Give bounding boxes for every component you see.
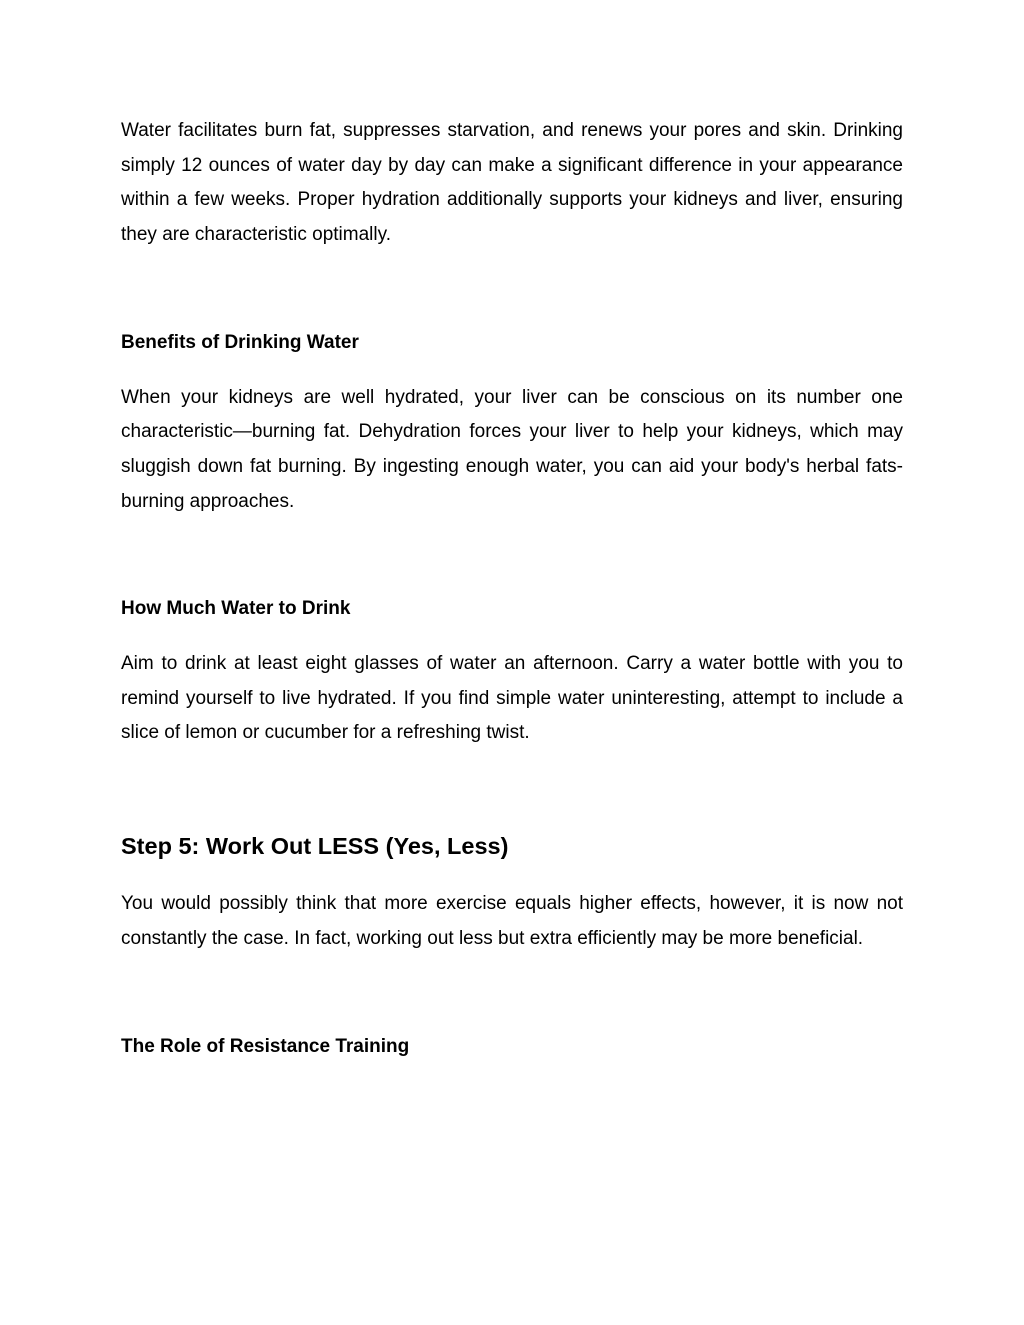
resistance-heading: The Role of Resistance Training (121, 1035, 410, 1057)
how-much-paragraph: Aim to drink at least eight glasses of water an afternoon. Carry a water bottle with you to remind yourself to live hydrated. If you find simple water uninteresting, attempt to include a slice of lemon or cucumber for a refreshing twist. (121, 653, 903, 744)
benefits-paragraph: When your kidneys are well hydrated, your liver can be conscious on its number one characteristic—burning fat. Dehydration forces your liver to help your kidneys, which may sluggish down fat burning. By ingesting enough water, you can aid your body's herbal fats-burning approaches. (121, 386, 903, 512)
document-page (121, 114, 903, 1064)
intro-paragraph: Water facilitates burn fat, suppresses starvation, and renews your pores and skin. Drinking simply 12 ounces of water day by day can make a significant difference in your appearance within a few weeks. Proper hydration additionally supports your kidneys and liver, ensuring they are characteristic optimally. (121, 120, 903, 246)
how-much-heading: How Much Water to Drink (121, 598, 351, 620)
benefits-heading: Benefits of Drinking Water (121, 331, 359, 353)
step5-heading: Step 5: Work Out LESS (Yes, Less) (121, 833, 509, 860)
step5-paragraph: You would possibly think that more exercise equals higher effects, however, it is now not constantly the case. In fact, working out less but extra efficiently may be more beneficial. (121, 893, 903, 949)
